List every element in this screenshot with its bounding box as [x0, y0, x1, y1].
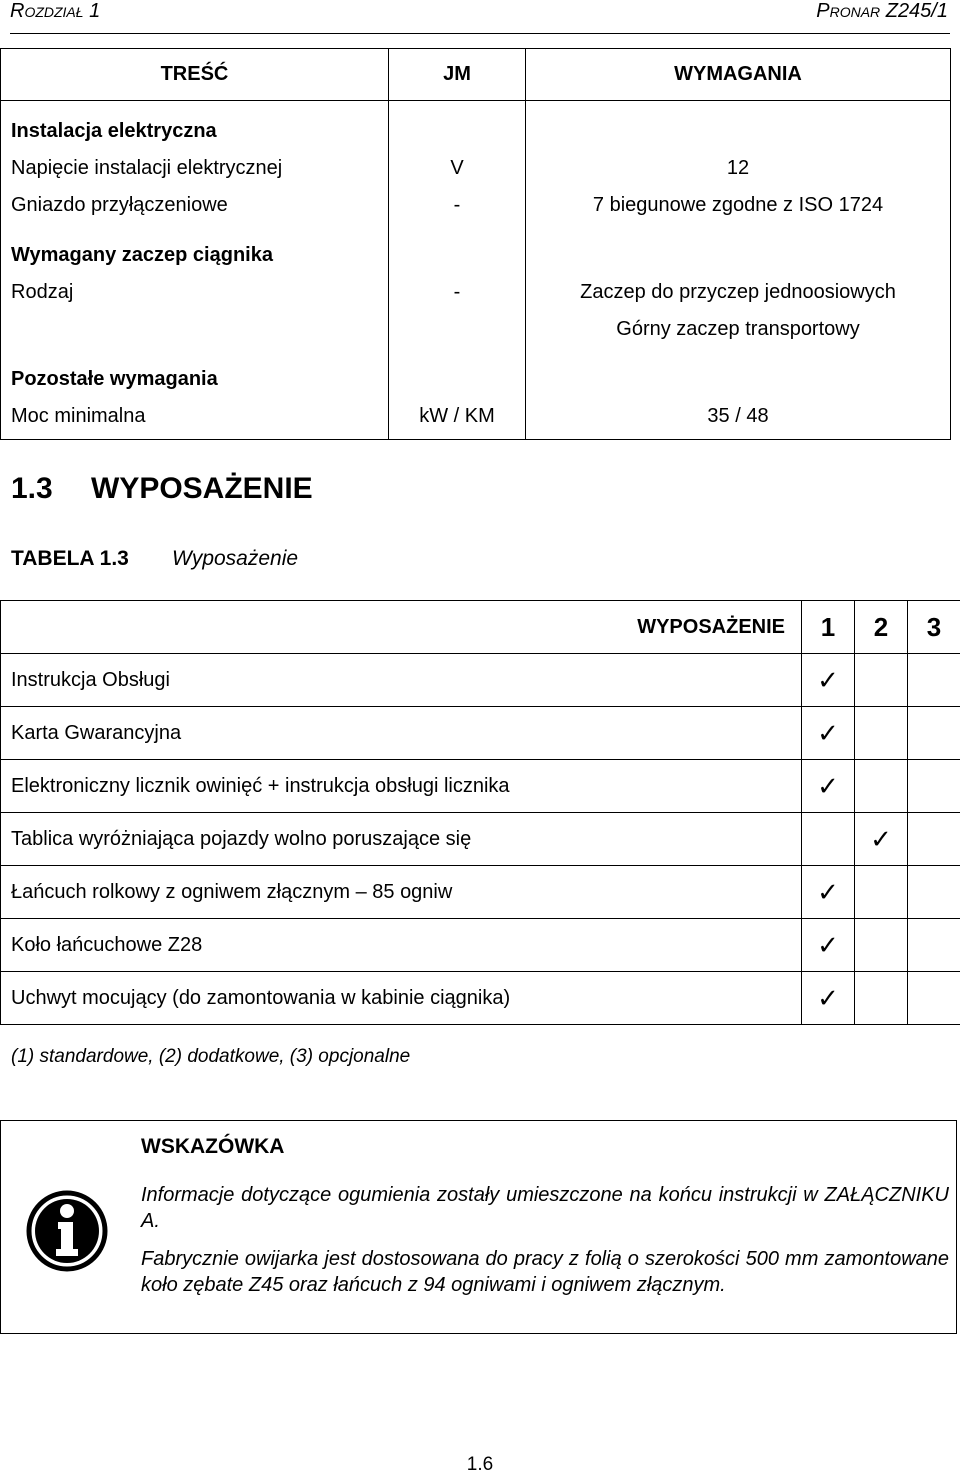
product-header: Pronar Z245/1 — [816, 0, 948, 23]
requirements-body-row — [1, 101, 951, 440]
requirements-content-col — [1, 101, 389, 440]
checkmark-icon: ✓ — [817, 718, 839, 748]
equipment-header-col1: 1 — [802, 601, 855, 654]
equipment-col2-cell — [855, 813, 908, 866]
equipment-col3-cell — [908, 866, 960, 919]
section-heading — [11, 472, 313, 506]
equipment-col3-cell — [908, 707, 960, 760]
note-title: WSKAZÓWKA — [141, 1135, 284, 1159]
note-paragraph-1: Informacje dotyczące ogumienia zostały umieszczone na końcu instrukcji w ZAŁĄCZNIKU A. — [141, 1182, 949, 1234]
equipment-col2-cell — [855, 707, 908, 760]
socket-unit: - — [399, 187, 515, 224]
col-header-requirements: WYMAGANIA — [526, 49, 951, 101]
hitch-unit: - — [399, 274, 515, 311]
checkmark-icon: ✓ — [817, 877, 839, 907]
equipment-col1-cell — [802, 707, 855, 760]
socket-value: 7 biegunowe zgodne z ISO 1724 — [536, 187, 940, 224]
equipment-col1-cell — [802, 760, 855, 813]
hitch-value-1: Zaczep do przyczep jednoosiowych — [536, 274, 940, 311]
equipment-col3-cell — [908, 813, 960, 866]
equipment-item-name: Koło łańcuchowe Z28 — [1, 919, 802, 972]
other-title: Pozostałe wymagania — [11, 361, 378, 398]
equipment-header-col2: 2 — [855, 601, 908, 654]
requirements-value-col — [526, 101, 951, 440]
equipment-col2-cell — [855, 972, 908, 1025]
equipment-col3-cell — [908, 760, 960, 813]
checkmark-icon: ✓ — [817, 983, 839, 1013]
hitch-label: Rodzaj — [11, 274, 378, 311]
checkmark-icon: ✓ — [817, 665, 839, 695]
equipment-col1-cell — [802, 654, 855, 707]
power-unit: kW / KM — [399, 398, 515, 435]
voltage-value: 12 — [536, 150, 940, 187]
equipment-col3-cell — [908, 654, 960, 707]
equipment-col3-cell — [908, 972, 960, 1025]
equipment-table — [0, 600, 960, 1025]
note-box — [0, 1120, 957, 1334]
equipment-item-name: Tablica wyróżniająca pojazdy wolno poruszające się — [1, 813, 802, 866]
checkmark-icon: ✓ — [817, 930, 839, 960]
section-title: WYPOSAŻENIE — [91, 472, 313, 505]
equipment-col2-cell — [855, 760, 908, 813]
checkmark-icon: ✓ — [870, 824, 892, 854]
equipment-row — [1, 866, 960, 919]
socket-label: Gniazdo przyłączeniowe — [11, 187, 378, 224]
table-caption-label: TABELA 1.3 — [11, 547, 172, 571]
section-number: 1.3 — [11, 472, 91, 506]
hitch-title: Wymagany zaczep ciągnika — [11, 237, 378, 274]
info-icon — [25, 1189, 109, 1273]
equipment-col2-cell — [855, 919, 908, 972]
equipment-row — [1, 707, 960, 760]
equipment-row — [1, 972, 960, 1025]
col-header-content: TREŚĆ — [1, 49, 389, 101]
equipment-item-name: Instrukcja Obsługi — [1, 654, 802, 707]
equipment-legend: (1) standardowe, (2) dodatkowe, (3) opcjonalne — [11, 1046, 410, 1068]
equipment-row — [1, 654, 960, 707]
table-caption-title: Wyposażenie — [172, 547, 298, 570]
requirements-header-row — [1, 49, 951, 101]
requirements-table — [0, 48, 951, 440]
equipment-item-name: Łańcuch rolkowy z ogniwem złącznym – 85 ogniw — [1, 866, 802, 919]
equipment-row — [1, 760, 960, 813]
col-header-unit: JM — [389, 49, 526, 101]
equipment-item-name: Uchwyt mocujący (do zamontowania w kabinie ciągnika) — [1, 972, 802, 1025]
equipment-row — [1, 813, 960, 866]
header-divider — [10, 33, 950, 34]
equipment-col2-cell — [855, 866, 908, 919]
requirements-unit-col — [389, 101, 526, 440]
equipment-col1-cell — [802, 919, 855, 972]
equipment-item-name: Elektroniczny licznik owinięć + instrukcja obsługi licznika — [1, 760, 802, 813]
equipment-col1-cell — [802, 866, 855, 919]
power-label: Moc minimalna — [11, 398, 378, 435]
hitch-value-2: Górny zaczep transportowy — [536, 311, 940, 348]
page-number: 1.6 — [0, 1454, 960, 1476]
voltage-label: Napięcie instalacji elektrycznej — [11, 150, 378, 187]
checkmark-icon: ✓ — [817, 771, 839, 801]
chapter-header: Rozdział 1 — [10, 0, 100, 23]
equipment-header-row — [1, 601, 960, 654]
equipment-col1-cell — [802, 813, 855, 866]
equipment-header-col3: 3 — [908, 601, 960, 654]
voltage-unit: V — [399, 150, 515, 187]
equipment-header-name: WYPOSAŻENIE — [1, 601, 802, 654]
equipment-col3-cell — [908, 919, 960, 972]
equipment-row — [1, 919, 960, 972]
electrical-title: Instalacja elektryczna — [11, 113, 378, 150]
note-paragraph-2: Fabrycznie owijarka jest dostosowana do pracy z folią o szerokości 500 mm zamontowane koło zębate Z45 oraz łańcuch z 94 ogniwami i ogniwem złącznym. — [141, 1246, 949, 1298]
table-caption — [11, 547, 298, 571]
equipment-col2-cell — [855, 654, 908, 707]
equipment-item-name: Karta Gwarancyjna — [1, 707, 802, 760]
equipment-col1-cell — [802, 972, 855, 1025]
power-value: 35 / 48 — [536, 398, 940, 435]
